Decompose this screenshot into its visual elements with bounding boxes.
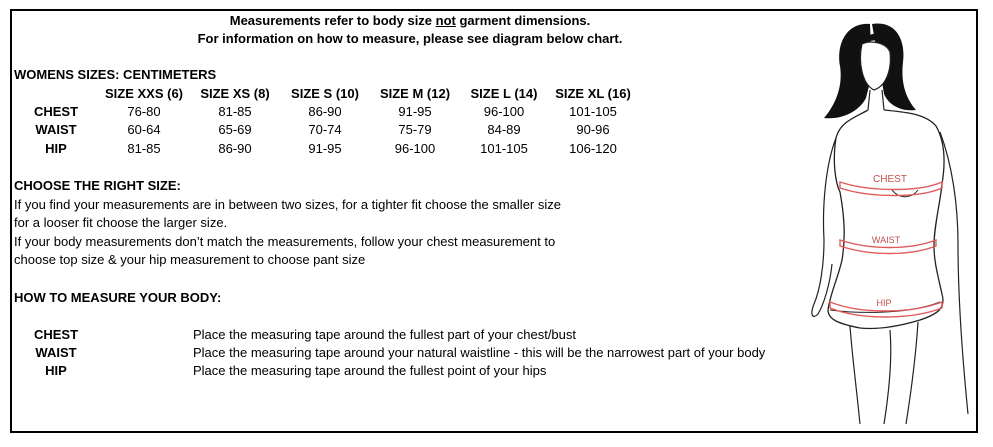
neck [868, 90, 884, 110]
table-cell: 90-96 [576, 122, 610, 137]
howto-label-hip: HIP [45, 363, 67, 378]
table-cell: 101-105 [569, 104, 617, 119]
notice-line-2: For information on how to measure, please see diagram below chart. [197, 31, 623, 46]
column-header-m: SIZE M (12) [379, 86, 451, 101]
table-cell: 96-100 [394, 141, 436, 156]
row-label-waist: WAIST [35, 122, 77, 137]
right-arm [940, 132, 968, 414]
choose-line: If you find your measurements are in between two sizes, for a tighter fit choose the smaller size [14, 197, 561, 212]
column-header-xl: SIZE XL (16) [555, 86, 631, 101]
row-label-hip: HIP [45, 141, 67, 156]
notice-line-1-pre: Measurements refer to body size [229, 13, 436, 28]
howto-text-hip: Place the measuring tape around the fullest point of your hips [193, 363, 547, 378]
choose-heading: CHOOSE THE RIGHT SIZE: [14, 178, 181, 193]
howto-text-waist: Place the measuring tape around your natural waistline - this will be the narrowest part of your body [193, 345, 766, 360]
hip-label: HIP [876, 298, 892, 308]
column-header-s: SIZE S (10) [291, 86, 359, 101]
table-cell: 75-79 [398, 122, 432, 137]
table-cell: 91-95 [398, 104, 432, 119]
choose-line: for a looser fit choose the larger size. [14, 215, 228, 230]
body-measurement-diagram [800, 14, 980, 429]
howto-label-waist: WAIST [35, 345, 77, 360]
table-cell: 86-90 [218, 141, 252, 156]
table-cell: 60-64 [127, 122, 161, 137]
waist-label: WAIST [871, 235, 901, 245]
howto-label-chest: CHEST [33, 327, 79, 342]
notice-line-1-post: garment dimensions. [455, 13, 591, 28]
table-cell: 96-100 [483, 104, 525, 119]
notice-line-1 [120, 13, 700, 29]
chest-label: CHEST [873, 174, 907, 185]
table-cell: 76-80 [127, 104, 161, 119]
table-cell: 86-90 [308, 104, 342, 119]
column-header-xs: SIZE XS (8) [200, 86, 270, 101]
table-heading: WOMENS SIZES: CENTIMETERS [14, 67, 217, 82]
table-cell: 101-105 [480, 141, 528, 156]
table-cell: 106-120 [569, 141, 617, 156]
table-cell: 70-74 [308, 122, 342, 137]
choose-line: If your body measurements don’t match the measurements, follow your chest measurement to [14, 234, 556, 249]
howto-heading: HOW TO MEASURE YOUR BODY: [14, 290, 222, 305]
row-label-chest: CHEST [33, 104, 79, 119]
notice-line-1-underlined: not [435, 13, 456, 28]
howto-text-chest: Place the measuring tape around the fullest part of your chest/bust [193, 327, 577, 342]
table-cell: 84-89 [487, 122, 521, 137]
table-cell: 65-69 [218, 122, 252, 137]
column-header-l: SIZE L (14) [470, 86, 538, 101]
table-cell: 81-85 [127, 141, 161, 156]
choose-line: choose top size & your hip measurement to choose pant size [14, 252, 366, 267]
torso-outline [828, 110, 944, 329]
column-header-xxs: SIZE XXS (6) [104, 86, 184, 101]
legs [850, 322, 918, 424]
table-cell: 91-95 [308, 141, 342, 156]
table-cell: 81-85 [218, 104, 252, 119]
